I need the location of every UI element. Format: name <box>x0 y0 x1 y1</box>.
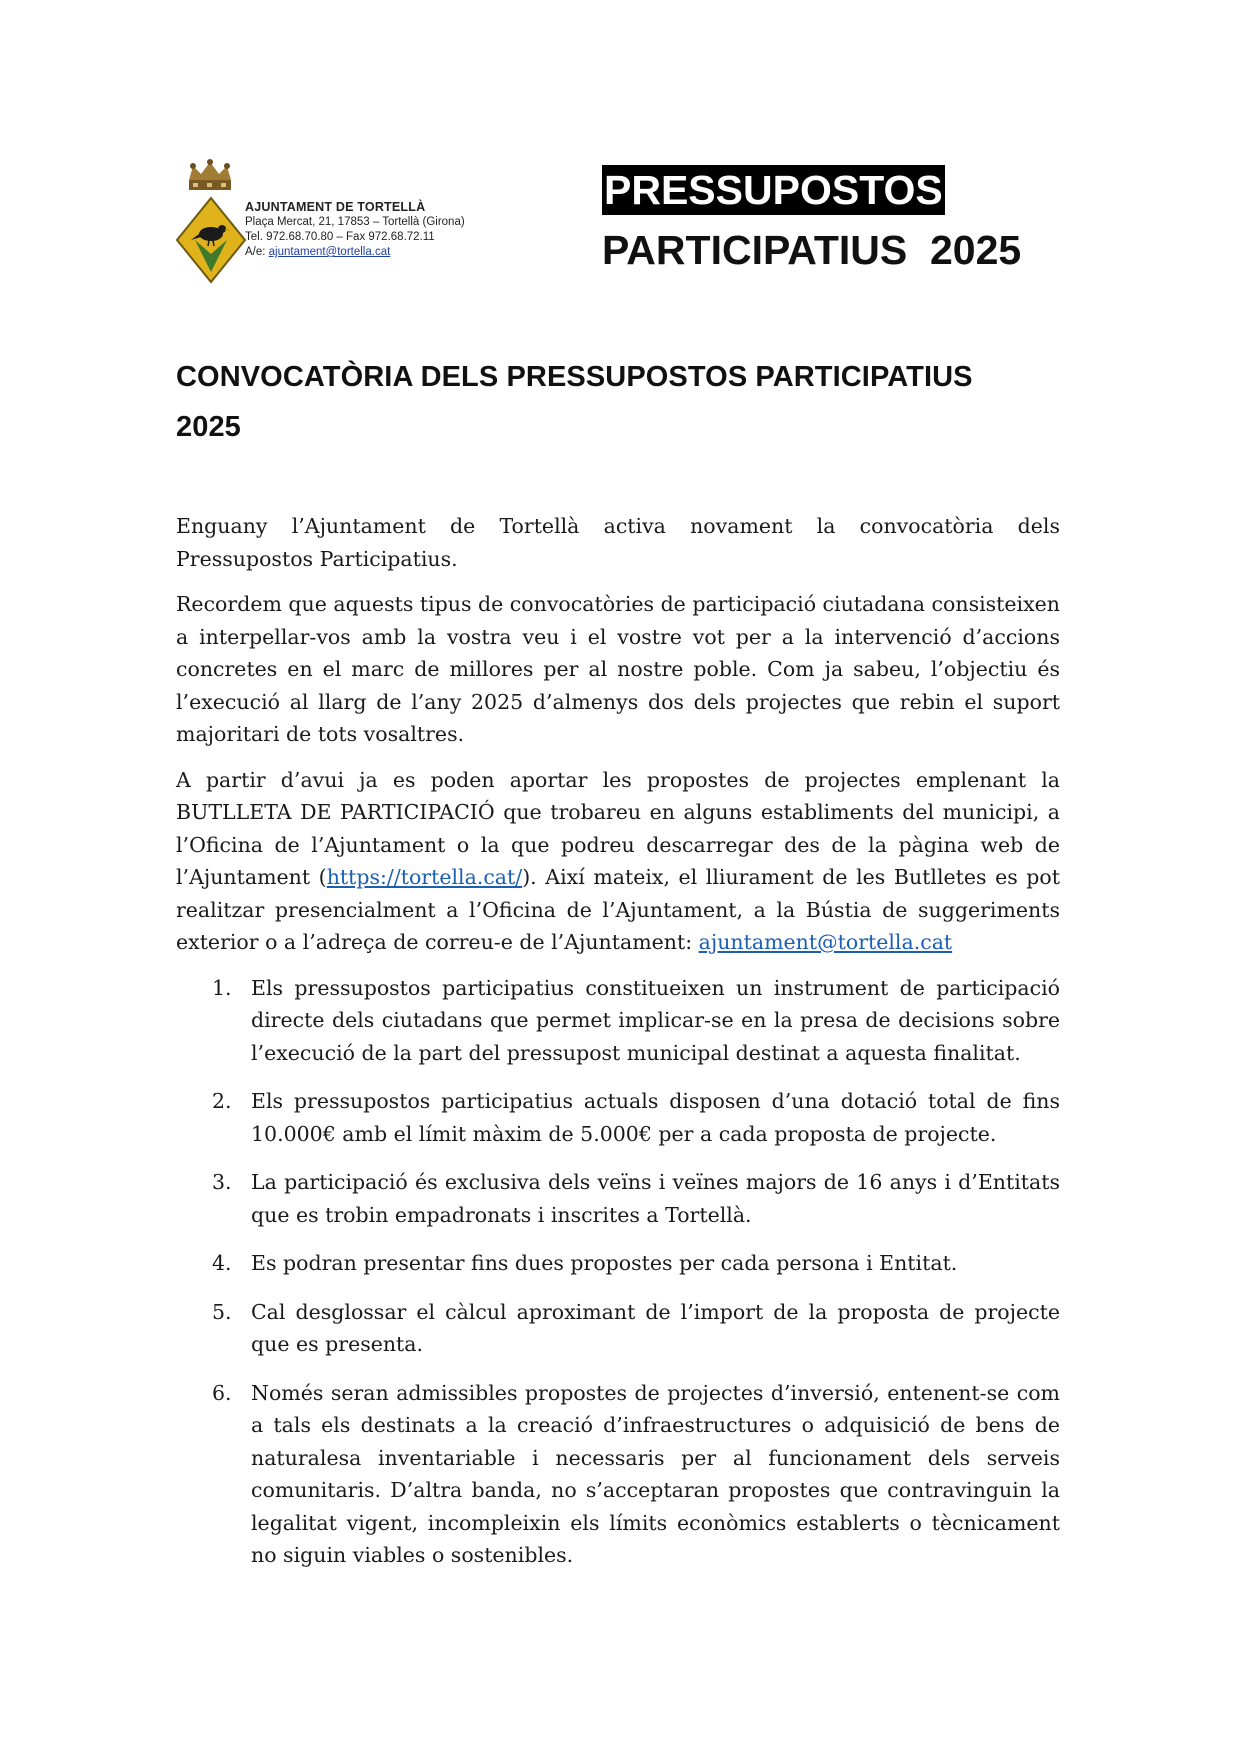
letterhead-text <box>245 200 515 260</box>
paragraph-instructions <box>176 764 1060 959</box>
title-line-2: PARTICIPATIUS 2025 <box>602 227 1022 273</box>
list-item-text: Els pressupostos participatius constitueixen un instrument de participació directe dels ciutadans que permet implicar-se en la presa de decisions sobre l’execució de la part del pressupost municipal destinat a aquesta finalitat. <box>251 975 1060 1065</box>
list-item <box>176 1377 1060 1572</box>
council-email-line <box>245 245 515 260</box>
email-prefix: A/e: <box>245 246 269 258</box>
list-item <box>176 1296 1060 1361</box>
letterhead <box>175 158 505 286</box>
list-item-number: 2. <box>212 1089 232 1113</box>
list-item-number: 6. <box>212 1380 232 1405</box>
instructions-text-1: A partir d’avui ja es poden aportar les propostes de projectes emplenant la BUTLLETA DE PARTICIPACIÓ que trobareu en alguns establiments del municipi, a l’Oficina de l’Ajuntament o la que podreu descarregar des de la pàgina web de l’Ajuntament ( <box>176 767 1060 889</box>
list-item <box>176 972 1060 1070</box>
list-item-text: La participació és exclusiva dels veïns i veïnes majors de 16 anys i d’Entitats que es trobin empadronats i inscrites a Tortellà. <box>251 1170 1060 1227</box>
section-heading <box>176 352 1066 452</box>
council-address: Plaça Mercat, 21, 17853 – Tortellà (Girona) <box>245 216 465 228</box>
list-item <box>176 1166 1060 1231</box>
council-phone: Tel. 972.68.70.80 – Fax 972.68.72.11 <box>245 231 435 243</box>
list-item-text: Els pressupostos participatius actuals disposen d’una dotació total de fins 10.000€ amb el límit màxim de 5.000€ per a cada proposta de projecte. <box>251 1089 1060 1146</box>
list-item-text: Es podran presentar fins dues propostes per cada persona i Entitat. <box>251 1251 958 1275</box>
paragraph-intro: Enguany l’Ajuntament de Tortellà activa novament la convocatòria dels Pressupostos Participatius. <box>176 514 1060 571</box>
list-item-number: 5. <box>212 1299 232 1324</box>
document-body <box>176 510 1060 1588</box>
title-line-1: PRESSUPOSTOS <box>604 167 943 213</box>
list-item-number: 3. <box>212 1170 232 1194</box>
list-item <box>176 1085 1060 1150</box>
list-item-number: 1. <box>212 975 232 1000</box>
heading-line-1: CONVOCATÒRIA DELS PRESSUPOSTOS PARTICIPATIUS <box>176 361 973 393</box>
crown-icon <box>183 158 237 194</box>
instructions-text-2: ). Així mateix, el lliurament de les Butlletes es pot realitzar presencialment a l’Oficina de l’Ajuntament, a la Bústia de suggeriments exterior o a l’adreça de correu-e de l’Ajuntament: <box>176 865 1061 954</box>
council-name: AJUNTAMENT DE TORTELLÀ <box>245 200 426 214</box>
website-link[interactable]: https://tortella.cat/ <box>326 865 523 889</box>
rules-list <box>176 972 1060 1572</box>
list-item-text: Cal desglossar el càlcul aproximant de l’import de la proposta de projecte que es presenta. <box>251 1299 1060 1356</box>
document-title <box>602 162 1021 278</box>
heading-line-2: 2025 <box>176 411 241 443</box>
list-item-text: Només seran admissibles propostes de projectes d’inversió, entenent-se com a tals els destinats a la creació d’infraestructures o adquisició de bens de naturalesa inventariable i necessaris per al funcionament dels serveis comunitaris. D’altra banda, no s’acceptaran propostes que contravinguin la legalitat vigent, incompleixin els límits econòmics establerts o tècnicament no siguin viables o sostenibles. <box>251 1380 1060 1567</box>
list-item <box>176 1247 1060 1280</box>
list-item-number: 4. <box>212 1251 232 1275</box>
email-link[interactable]: ajuntament@tortella.cat <box>698 930 953 954</box>
paragraph-reminder: Recordem que aquests tipus de convocatòries de participació ciutadana consisteixen a interpellar-vos amb la vostra veu i el vostre vot per a la intervenció d’accions concretes en el marc de millores per al nostre poble. Com ja sabeu, l’objectiu és l’execució al llarg de l’any 2025 d’almenys dos dels projectes que rebin el suport majoritari de tots vosaltres. <box>176 592 1060 746</box>
coat-of-arms-icon <box>175 196 247 284</box>
council-email-link[interactable]: ajuntament@tortella.cat <box>268 246 391 258</box>
